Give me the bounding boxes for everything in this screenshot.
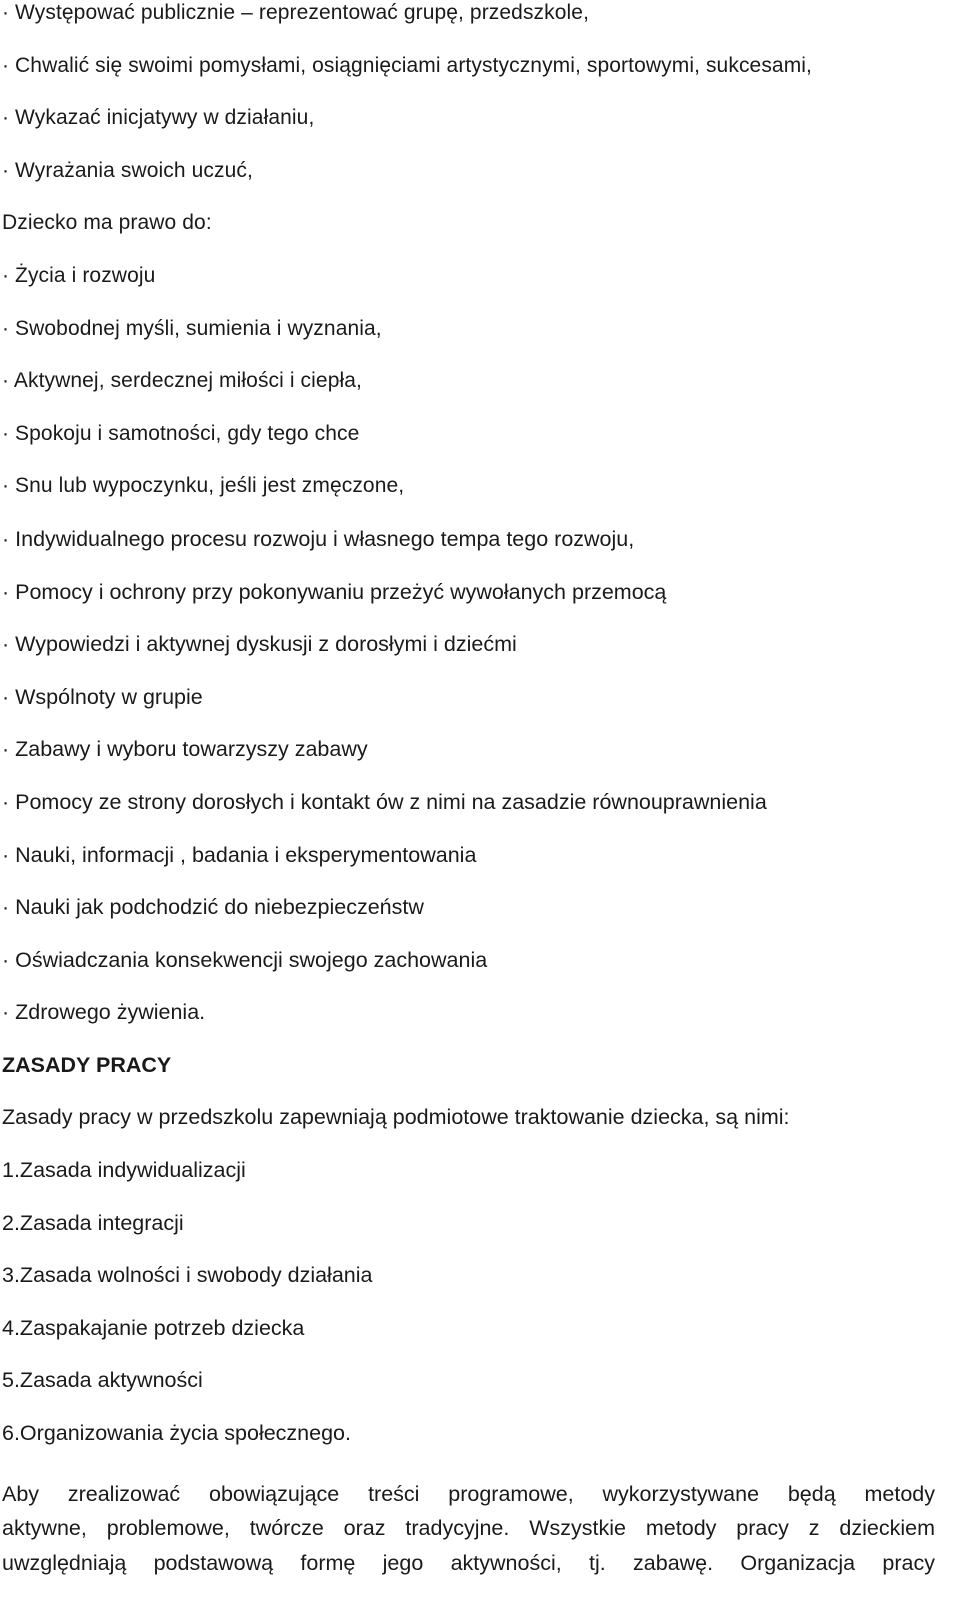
list-item: · Spokoju i samotności, gdy tego chce — [2, 421, 360, 445]
list-item: · Zabawy i wyboru towarzyszy zabawy — [2, 737, 368, 762]
list-item: · Oświadczania konsekwencji swojego zachowania — [2, 947, 488, 972]
list-item: · Aktywnej, serdecznej miłości i ciepła, — [2, 369, 362, 393]
list-item: · Zdrowego żywienia. — [2, 1000, 206, 1025]
principle-item: 6.Organizowania życia społecznego. — [2, 1421, 351, 1446]
list-item: · Życia i rozwoju — [2, 263, 156, 287]
list-item: · Pomocy ze strony dorosłych i kontakt ów z nimi na zasadzie równouprawnienia — [2, 789, 767, 814]
list-item: · Wypowiedzi i aktywnej dyskusji z dorosłymi i dziećmi — [2, 632, 517, 657]
list-item: · Pomocy i ochrony przy pokonywaniu przeżyć wywołanych przemocą — [2, 579, 667, 604]
list-item: · Indywidualnego procesu rozwoju i własnego tempa tego rozwoju, — [2, 526, 635, 551]
list-item: · Chwalić się swoimi pomysłami, osiągnięciami artystycznymi, sportowymi, sukcesami, — [2, 53, 812, 77]
principle-item: 4.Zaspakajanie potrzeb dziecka — [2, 1315, 305, 1340]
list-item: · Nauki jak podchodzić do niebezpieczeństw — [2, 895, 424, 920]
list-item: · Nauki, informacji , badania i eksperymentowania — [2, 842, 477, 867]
section-heading: ZASADY PRACY — [2, 1052, 172, 1077]
principle-item: 5.Zasada aktywności — [2, 1368, 203, 1393]
list-item: · Wspólnoty w grupie — [2, 684, 203, 709]
list-item: · Wyrażania swoich uczuć, — [2, 158, 253, 182]
principle-item: 1.Zasada indywidualizacji — [2, 1158, 246, 1183]
paragraph-line: uwzględniają podstawową formę jego aktywności, tj. zabawę. Organizacja pracy — [2, 1550, 935, 1575]
rights-intro: Dziecko ma prawo do: — [2, 211, 212, 235]
methods-paragraph — [2, 1477, 957, 1581]
paragraph-line: aktywne, problemowe, twórcze oraz tradycyjne. Wszystkie metody pracy z dzieckiem — [2, 1516, 935, 1541]
list-item: · Snu lub wypoczynku, jeśli jest zmęczone, — [2, 474, 405, 498]
list-item: · Wykazać inicjatywy w działaniu, — [2, 106, 315, 130]
principle-item: 3.Zasada wolności i swobody działania — [2, 1263, 373, 1288]
section-intro: Zasady pracy w przedszkolu zapewniają podmiotowe traktowanie dziecka, są nimi: — [2, 1105, 790, 1130]
list-item: · Występować publicznie – reprezentować grupę, przedszkole, — [2, 1, 589, 24]
paragraph-line: Aby zrealizować obowiązujące treści programowe, wykorzystywane będą metody — [2, 1481, 935, 1506]
list-item: · Swobodnej myśli, sumienia i wyznania, — [2, 316, 382, 340]
initiative-list — [2, 0, 957, 526]
rights-list — [2, 526, 957, 1473]
principle-item: 2.Zasada integracji — [2, 1210, 184, 1235]
